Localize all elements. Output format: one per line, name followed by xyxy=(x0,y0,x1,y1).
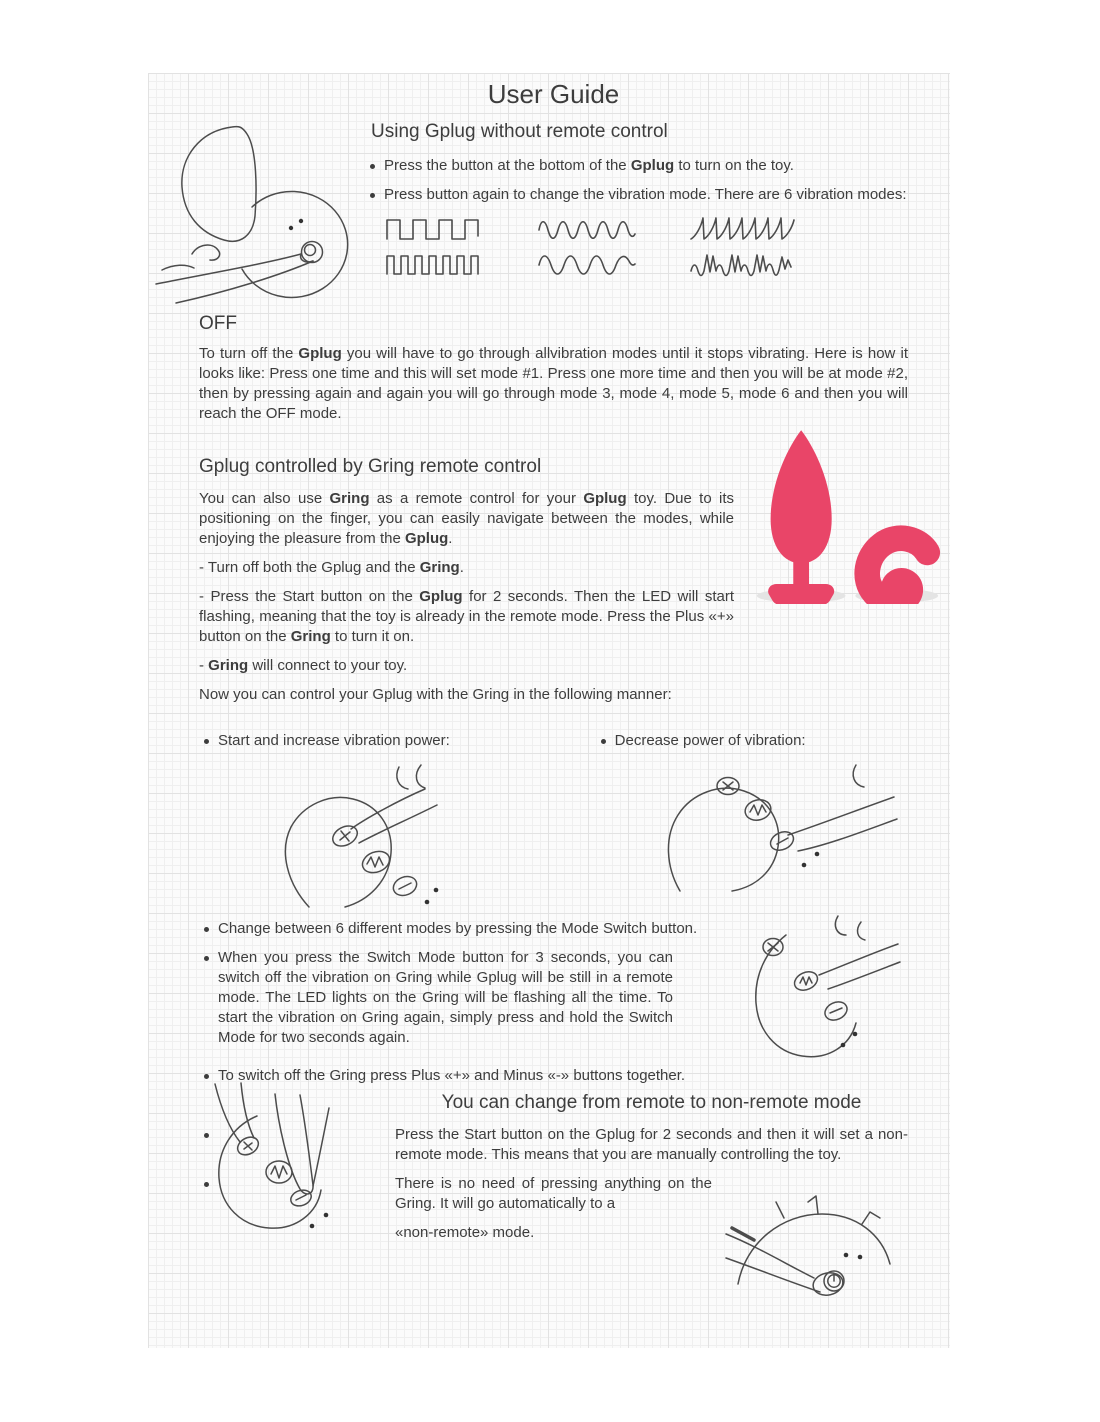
using-bullet-2: Press button again to change the vibration mode. There are 6 vibration modes: xyxy=(365,185,908,205)
section-ring-controls xyxy=(199,731,908,911)
gring-heading: Gplug controlled by Gring remote control xyxy=(199,456,542,477)
press-minus-illustration xyxy=(650,763,898,895)
gring-step-connect: - Gring will connect to your toy. xyxy=(199,657,408,674)
off-heading: OFF xyxy=(199,313,237,334)
non-remote-heading: You can change from remote to non-remote mode xyxy=(441,1092,862,1113)
irregular-wave-icon xyxy=(689,251,797,279)
using-bullet-1: Press the button at the bottom of the Gplug to turn on the toy. xyxy=(365,156,908,176)
non-remote-bullet-1: Press the Start button on the Gplug for 2 seconds and then it will set a non-remote mode. This means that you are manually controlling the toy. xyxy=(199,1125,908,1165)
increase-bullet: Start and increase vibration power: xyxy=(199,731,477,751)
page-content xyxy=(148,73,950,1348)
increase-column xyxy=(199,731,568,911)
section-non-remote xyxy=(199,1090,908,1243)
off-paragraph: To turn off the Gplug you will have to go through allvibration modes until it stops vibrating. Here is how it looks like: Press one time and this will set mode #1. Press one more time and then you will be at mode #2, then by pressing again and again you will go through mode 3, mode 4, mode 5, mode 6 and then you will reach the OFF mode. xyxy=(199,345,908,422)
section-off xyxy=(199,311,908,424)
non-remote-bullet-2: There is no need of pressing anything on the Gring. It will go automatically to a xyxy=(199,1174,908,1214)
gring-step-press-start: - Press the Start button on the Gplug for 2 seconds. Then the LED will start flashing, meaning that the toy is already in the remote mode. Press the Plus «+» button on the Gring to turn it on. xyxy=(199,588,734,645)
section-using-no-remote xyxy=(365,119,908,279)
decrease-column xyxy=(568,731,908,911)
press-plug-start-illustration xyxy=(154,121,366,305)
modes-bullet-3: To switch off the Gring press Plus «+» and Minus «-» buttons together. xyxy=(199,1066,908,1086)
modes-bullet-1: Change between 6 different modes by pressing the Mode Switch button. xyxy=(199,919,908,939)
press-plus-illustration xyxy=(251,761,485,911)
gring-paragraph-1: You can also use Gring as a remote control for your Gplug toy. Due to its positioning on the finger, you can easily navigate between the modes, while enjoying the pleasure from the Gplug. xyxy=(199,490,735,547)
user-guide-page xyxy=(148,73,950,1348)
ramp-wave-icon xyxy=(689,214,797,242)
gplug-gring-product-image xyxy=(744,426,946,604)
page-title: User Guide xyxy=(487,79,620,109)
gring-intro-controls: Now you can control your Gplug with the Gring in the following manner: xyxy=(199,686,672,703)
non-remote-continuation: «non-remote» mode. xyxy=(395,1224,535,1241)
decrease-bullet: Decrease power of vibration: xyxy=(596,731,908,751)
modes-bullet-2: When you press the Switch Mode button for 3 seconds, you can switch off the vibration on Gring while Gplug will be still in a remote mode. The LED lights on the Gring will be flashing all the time. To start the vibration on Gring again, simply press and hold the Switch Mode for two seconds again. xyxy=(199,948,673,1048)
sine-wave-icon xyxy=(537,214,637,242)
gring-step-turn-off: - Turn off both the Gplug and the Gring. xyxy=(199,559,464,576)
using-heading: Using Gplug without remote control xyxy=(371,121,668,142)
dense-square-wave-icon xyxy=(385,251,485,277)
section-mode-switch xyxy=(199,919,908,1086)
vibration-modes-waveforms xyxy=(385,214,908,279)
wide-sine-wave-icon xyxy=(537,251,637,277)
square-wave-icon xyxy=(385,214,485,242)
section-gring-remote xyxy=(199,454,908,705)
